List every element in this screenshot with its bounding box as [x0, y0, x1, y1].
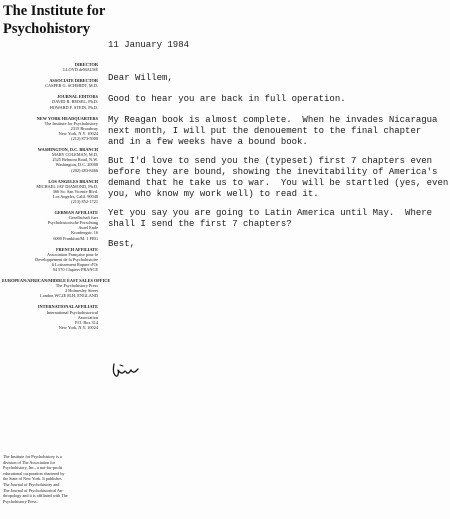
paragraph-line: demand that he take us to war. You will be startled (yes, even — [108, 178, 449, 188]
sidebar-block — [2, 247, 98, 272]
paragraph-line: But I'd love to send you the (typeset) first 7 chapters even — [108, 156, 433, 166]
footnote-line: thropology and it is affiliated with The — [3, 493, 68, 499]
sidebar-block-line: Washington, D.C. 20008 — [55, 162, 98, 168]
paragraph-3 — [108, 156, 448, 200]
sidebar-block-line: The Institute for Psychohistory — [44, 120, 98, 126]
footnote-line: The Journal of Psychohistory and — [3, 481, 60, 487]
sidebar-block-line: Gesellschaft fuer — [68, 215, 98, 221]
footnote-line: educational corporation chartered by — [3, 470, 65, 476]
sidebar-block-line: Association — [77, 314, 98, 320]
sidebar-block — [2, 62, 98, 72]
sidebar-block-line: The Psychohistory Press — [55, 283, 98, 289]
paragraph-line: Yet you say you are going to Latin America until May. Where — [108, 208, 433, 218]
handwritten-signature — [111, 360, 141, 380]
sidebar-block-title: LOS ANGELES BRANCH — [48, 178, 98, 184]
letter-salutation: Dear Willem, — [108, 73, 173, 83]
sidebar-block-line: CASPER G. SCHMIDT, M.D. — [45, 83, 98, 89]
sidebar-block-line: Developpement de la Psychohistoire — [35, 256, 98, 262]
paragraph-line: you, who know my work well) to read it. — [108, 189, 319, 199]
sidebar-block — [2, 116, 98, 141]
sidebar-block-line: P.O. Box 314 — [75, 319, 98, 325]
sidebar-block-line: 2 Holmesley Street — [65, 288, 98, 294]
paragraph-line: shall I send the first 7 chapters? — [108, 219, 292, 229]
sidebar-block-line: HOWARD F. STEIN, Ph.D. — [49, 104, 98, 110]
sidebar-block-title: EUROPEAN/AFRICAN/MIDDLE EAST SALES OFFICE — [2, 278, 111, 284]
paragraph-line: and in a few weeks have a bound book. — [108, 137, 308, 147]
paragraph-line: Good to hear you are back in full operation. — [108, 94, 346, 104]
sidebar-block-line: LLOYD deMAUSE — [63, 67, 98, 73]
sidebar-block — [2, 179, 98, 204]
sidebar-block-line: Los Angeles, Calif. 90048 — [53, 193, 98, 199]
footnote-line: division of The Association for — [3, 459, 56, 465]
sidebar-block-title: ASSOCIATE DIRECTOR — [49, 78, 98, 84]
letter-date: 11 January 1984 — [108, 40, 190, 50]
footnote-line: Psychohistory, Inc., a not-for-profit — [3, 465, 63, 471]
footnote-line: Psychohistory Press. — [3, 498, 38, 504]
paragraph-4 — [108, 208, 432, 230]
sidebar-block-line: Kronbergstr. 16 — [71, 230, 98, 236]
sidebar-block-line: 366 So. San Vicente Blvd. — [52, 188, 98, 194]
sidebar-block-line: Association Française pour le — [47, 251, 98, 257]
sidebar-block-line: Aurel Ende — [78, 225, 98, 231]
sidebar-block-line: New York, N.Y. 10024 — [58, 324, 98, 330]
sidebar-block — [2, 147, 98, 172]
sidebar-block-line: New York, N.Y. 10024 — [58, 130, 98, 136]
paragraph-line: next month, I will put the denouement to the final chapter — [108, 126, 422, 136]
letterhead-line-1: The Institute for — [3, 3, 106, 19]
sidebar-block — [2, 304, 98, 329]
sidebar-block-title: JOURNAL EDITORS — [57, 94, 98, 100]
sidebar-block — [2, 210, 98, 241]
sidebar-block — [2, 278, 111, 299]
sidebar-block-title: INTERNATIONAL AFFILIATE — [37, 304, 98, 310]
sidebar-block-title: GERMAN AFFILIATE — [54, 210, 98, 216]
sidebar-block-title: DIRECTOR — [74, 62, 98, 67]
sidebar-block — [2, 94, 98, 109]
letterhead-line-2: Psychohistory — [3, 21, 90, 37]
sidebar-block-line: (212) 873-5900 — [71, 136, 98, 142]
sidebar-block-line: 2315 Broadway — [70, 125, 98, 131]
footnote-line: The Journal of Psychohistorical An- — [3, 487, 64, 493]
paragraph-line: My Reagan book is almost complete. When he invades Nicaragua — [108, 115, 438, 125]
sidebar-block-line: International Psychohistorical — [46, 309, 98, 315]
sidebar-block-line: (202) 483-8466 — [71, 167, 98, 173]
sidebar-block-line: 6000 Frankfurt/M. 1 FRG — [53, 235, 98, 241]
letterhead-sidebar — [2, 62, 111, 336]
sidebar-block-line: DAVID R. BEISEL, Ph.D. — [52, 99, 98, 105]
paragraph-1 — [108, 94, 346, 105]
paragraph-2 — [108, 115, 437, 148]
sidebar-block — [2, 78, 98, 88]
institute-footnote — [3, 454, 85, 504]
letterhead-title — [3, 2, 115, 38]
sidebar-block-line: (213) 852-1721 — [71, 198, 98, 204]
sidebar-block-line: 94 570 Clapiers FRANCE — [52, 267, 98, 272]
sidebar-block-line: 6 Lotissement Rapure d'Or — [51, 261, 98, 267]
footnote-line: The Institute for Psychohistory is a — [3, 454, 62, 459]
sidebar-block-line: Psychohistorische Forschung — [47, 220, 98, 226]
footnote-line: the State of New York. It publishes — [3, 476, 62, 482]
sidebar-block-title: NEW YORK HEADQUARTERS — [36, 115, 98, 121]
letter-closing: Best, — [108, 239, 136, 249]
paragraph-line: before they are bound, showing the inevitability of America's — [108, 167, 438, 177]
sidebar-block-line: London WC2E 8LH, ENGLAND — [40, 293, 98, 299]
sidebar-block-line: 2525 Belmont Road, N.W. — [52, 157, 98, 163]
sidebar-block-line: MICHAEL JAY DIAMOND, Ph.D. — [36, 183, 98, 189]
sidebar-block-title: FRENCH AFFILIATE — [55, 246, 98, 252]
sidebar-block-line: MARY COLEMAN, M.D. — [51, 152, 98, 158]
sidebar-block-title: WASHINGTON, D.C. BRANCH — [37, 147, 98, 153]
